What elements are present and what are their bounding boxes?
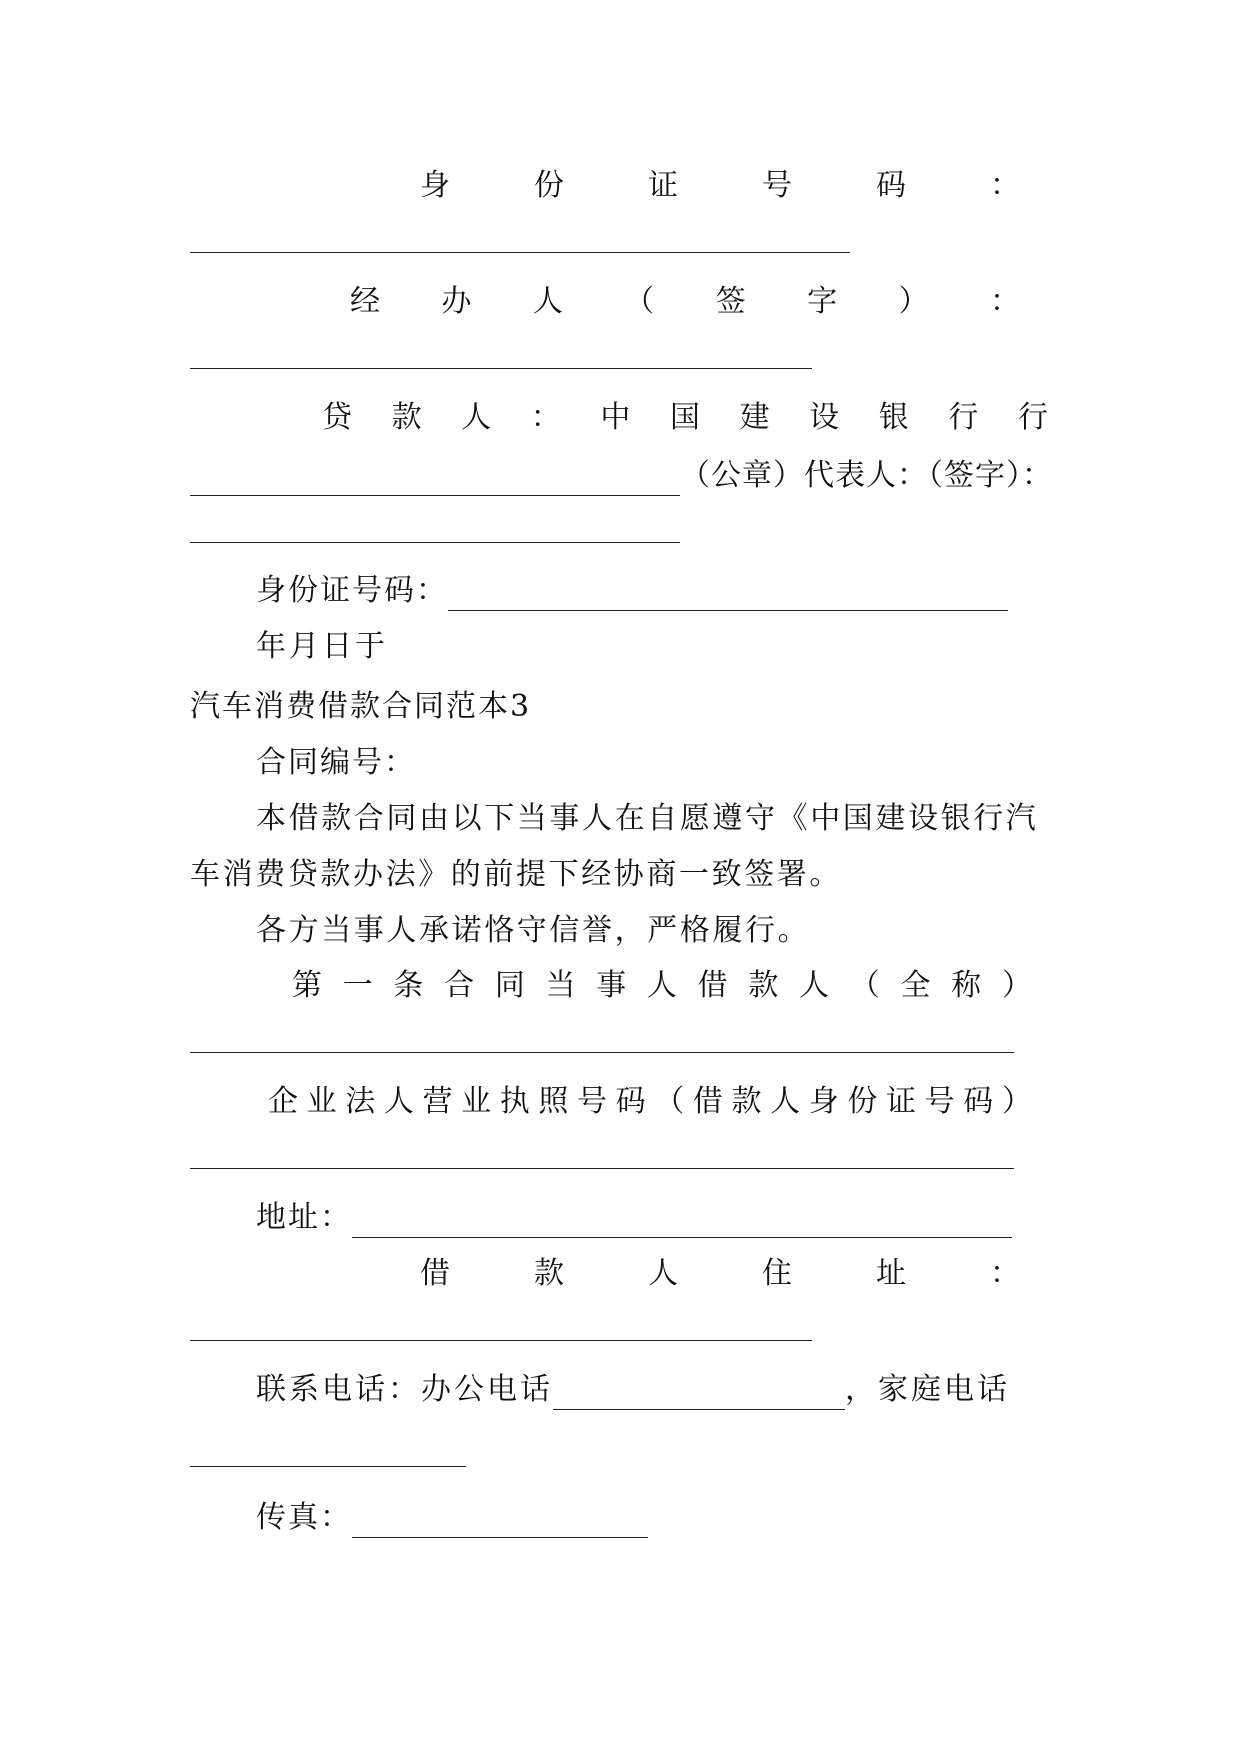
- spread-char: 借: [420, 1256, 450, 1291]
- representative-id-line: [256, 571, 1050, 611]
- spread-char: ：: [530, 400, 561, 435]
- spread-char: 业: [461, 1084, 492, 1119]
- spread-char: 第: [292, 968, 322, 1003]
- spread-char: （: [849, 968, 880, 1003]
- spread-char: ）: [1001, 968, 1032, 1003]
- intro-line-1: [256, 799, 1050, 839]
- borrower-residence-blank[interactable]: [190, 1340, 812, 1341]
- address-line: [256, 1198, 1050, 1238]
- contract-number-line: [256, 743, 1050, 783]
- date-line: [256, 627, 1050, 667]
- id-number-blank[interactable]: [190, 252, 850, 253]
- spread-char: ）: [898, 284, 929, 319]
- spread-char: 证: [648, 168, 678, 203]
- spread-char: 当: [545, 968, 576, 1003]
- spread-char: 经: [350, 284, 380, 319]
- spread-char: ：: [989, 284, 1020, 319]
- spread-char: 照: [538, 1084, 569, 1119]
- spread-char: 行: [948, 400, 979, 435]
- fax-line: [256, 1498, 1050, 1538]
- intro-text-1: 本借款合同由以下当事人在自愿遵守《中国建设银行汽: [256, 801, 1039, 836]
- borrower-name-blank[interactable]: [190, 1052, 1014, 1053]
- spread-char: 证: [886, 1084, 916, 1119]
- spread-char: 号: [577, 1084, 607, 1119]
- contract-title: [190, 687, 1050, 727]
- business-license-blank[interactable]: [190, 1168, 1014, 1169]
- phone-line: [256, 1370, 1050, 1410]
- spread-char: 办: [441, 284, 472, 319]
- home-phone-blank[interactable]: [190, 1466, 466, 1467]
- spread-char: 人: [770, 1084, 801, 1119]
- spread-char: 款: [391, 400, 422, 435]
- spread-char: 码: [615, 1084, 646, 1119]
- representative-signature-blank[interactable]: [190, 542, 680, 543]
- spread-char: 全: [900, 968, 931, 1003]
- fax-blank[interactable]: [352, 1511, 648, 1538]
- spread-char: 借: [697, 968, 728, 1003]
- spread-char: 号: [924, 1084, 955, 1119]
- article-1-spread: [292, 966, 1032, 1006]
- promise-line: [256, 911, 1050, 951]
- spread-char: 人: [383, 1084, 414, 1119]
- spread-char: 份: [847, 1084, 878, 1119]
- spread-char: 国: [669, 400, 700, 435]
- spread-char: 人: [799, 968, 830, 1003]
- spread-char: 字: [807, 284, 838, 319]
- office-phone-blank[interactable]: [553, 1383, 845, 1410]
- spread-char: 合: [444, 968, 475, 1003]
- home-phone-label: ，家庭电话: [845, 1372, 1010, 1407]
- representative-id-label: 身份证号码：: [256, 573, 448, 608]
- spread-char: 中: [600, 400, 631, 435]
- spread-char: 银: [878, 400, 909, 435]
- intro-text-2: 车消费贷款办法》的前提下经协商一致签署。: [190, 857, 842, 892]
- spread-char: 人: [461, 400, 492, 435]
- spread-char: 款: [748, 968, 779, 1003]
- spread-char: 称: [951, 968, 982, 1003]
- business-license-spread: [268, 1082, 1032, 1122]
- seal-line: [190, 456, 1053, 496]
- spread-char: 贷: [322, 400, 352, 435]
- representative-id-blank[interactable]: [448, 584, 1008, 611]
- spread-char: 号: [762, 168, 792, 203]
- intro-line-2: [190, 855, 1050, 895]
- office-phone-label: 联系电话：办公电话: [256, 1372, 553, 1407]
- spread-char: 住: [762, 1256, 792, 1291]
- address-blank[interactable]: [352, 1211, 1012, 1238]
- spread-char: 业: [306, 1084, 337, 1119]
- spread-char: 执: [499, 1084, 530, 1119]
- fax-label: 传真：: [256, 1500, 352, 1535]
- spread-char: 人: [648, 1256, 678, 1291]
- spread-char: ：: [990, 1256, 1020, 1291]
- spread-char: 营: [422, 1084, 453, 1119]
- spread-char: 码: [963, 1084, 994, 1119]
- agent-signature-blank[interactable]: [190, 368, 812, 369]
- spread-char: 事: [596, 968, 627, 1003]
- spread-char: （: [624, 284, 655, 319]
- seal-text: （公章）代表人：（签字）：: [680, 458, 1053, 493]
- spread-char: 份: [534, 168, 564, 203]
- contract-number-label: 合同编号：: [256, 745, 416, 780]
- spread-char: 行: [1017, 400, 1048, 435]
- seal-blank[interactable]: [190, 469, 680, 496]
- spread-char: 同: [494, 968, 525, 1003]
- spread-char: 人: [646, 968, 677, 1003]
- borrower-residence-spread: [420, 1254, 1020, 1294]
- date-text: 年月日于: [256, 629, 388, 664]
- spread-char: 身: [808, 1084, 839, 1119]
- spread-char: 条: [393, 968, 424, 1003]
- spread-char: ）: [1001, 1084, 1032, 1119]
- spread-char: 签: [715, 284, 746, 319]
- spread-char: 法: [345, 1084, 376, 1119]
- agent-signature-label-spread: [350, 282, 1020, 322]
- spread-char: 址: [876, 1256, 906, 1291]
- spread-char: 借: [692, 1084, 723, 1119]
- address-label: 地址：: [256, 1200, 352, 1235]
- contract-title-text: 汽车消费借款合同范本3: [190, 689, 532, 724]
- spread-char: 一: [342, 968, 373, 1003]
- spread-char: 人: [532, 284, 563, 319]
- spread-char: 款: [534, 1256, 564, 1291]
- spread-char: 建: [739, 400, 770, 435]
- spread-char: 身: [420, 168, 450, 203]
- spread-char: 企: [268, 1084, 298, 1119]
- id-number-label-spread: [420, 166, 1020, 206]
- spread-char: 设: [809, 400, 840, 435]
- spread-char: （: [654, 1084, 685, 1119]
- spread-char: ：: [990, 168, 1020, 203]
- lender-line-spread: [322, 398, 1048, 438]
- promise-text: 各方当事人承诺恪守信誉，严格履行。: [256, 913, 811, 948]
- spread-char: 款: [731, 1084, 762, 1119]
- spread-char: 码: [876, 168, 906, 203]
